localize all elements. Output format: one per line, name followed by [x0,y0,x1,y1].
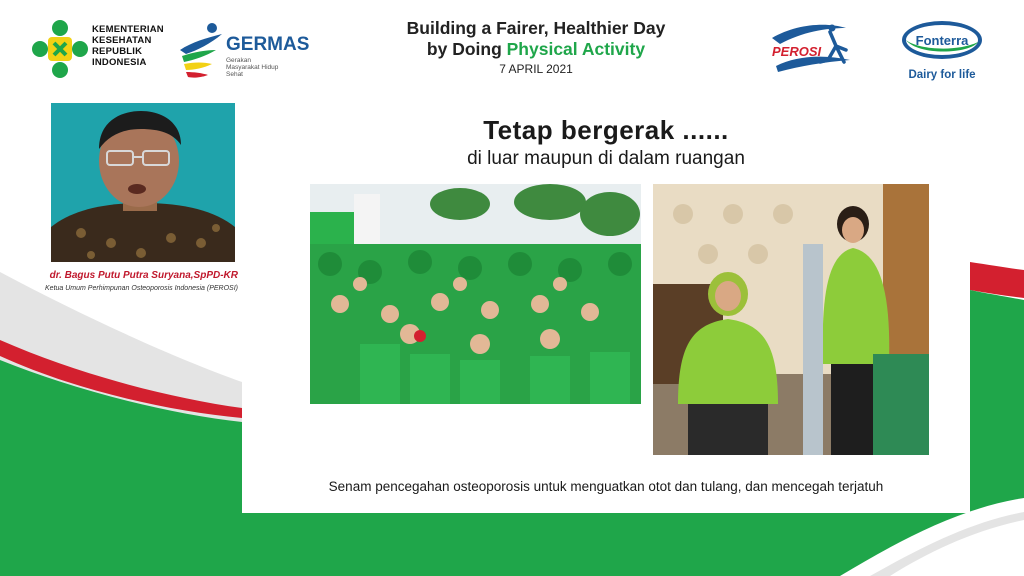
speaker-role: Ketua Umum Perhimpunan Osteoporosis Indonesia (PEROSI) [45,285,238,292]
kemenkes-logo [32,18,88,80]
speaker-name: dr. Bagus Putu Putra Suryana,SpPD-KR [49,270,238,281]
perosi-logo [766,16,858,80]
event-title-highlight: Physical Activity [506,39,646,59]
event-date: 7 APRIL 2021 [499,62,573,76]
perosi-label: PEROSI [772,44,822,59]
fonterra-logo [898,18,986,82]
kemenkes-line3: REPUBLIK [92,46,143,57]
outdoor-exercise-photo [310,184,641,404]
kemenkes-line2: KESEHATAN [92,35,152,46]
fonterra-label: Fonterra [915,33,969,48]
germas-title: GERMAS [226,34,310,55]
slide-subheading: di luar maupun di dalam ruangan [467,148,745,169]
kemenkes-line4: INDONESIA [92,57,147,68]
kemenkes-wordmark [92,24,164,68]
speaker-person-image [51,103,235,262]
event-title-line1: Building a Fairer, Healthier Day [406,18,666,38]
slide-heading: Tetap bergerak ...... [483,115,729,145]
germas-subtitle: Gerakan Masyarakat Hidup Sehat [226,57,279,78]
germas-logo [176,20,226,80]
speaker-video [51,103,235,262]
indoor-exercise-photo [653,184,929,455]
presentation-slide [242,95,970,513]
slide-caption: Senam pencegahan osteoporosis untuk menguatkan otot dan tulang, dan mencegah terjatuh [328,479,884,494]
event-title [360,18,712,60]
kemenkes-line1: KEMENTERIAN [92,24,164,35]
event-title-prefix: by Doing [426,39,507,59]
fonterra-tagline: Dairy for life [908,69,976,81]
event-title-line2 [360,39,712,60]
